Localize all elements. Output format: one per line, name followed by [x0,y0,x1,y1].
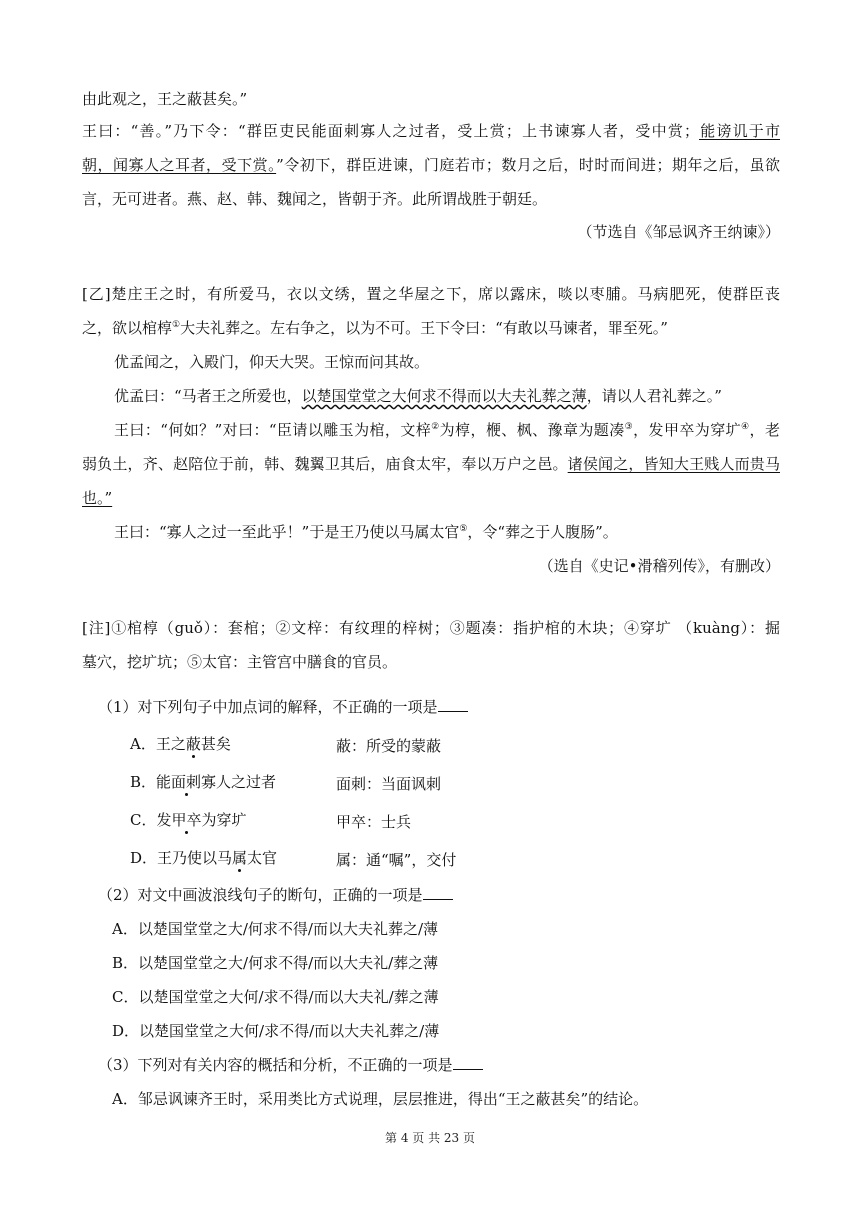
passage-b-line: [乙]楚庄王之时，有所爱马，衣以文绣，置之华屋之下，席以露床，啖以枣脯。马病肥死，使群臣丧 [82,285,780,303]
quote-ending: 由此观之，王之蔽甚矣。” [82,90,248,108]
passage-b-line: 优孟闻之，入殿门，仰天大哭。王惊而问其故。 [114,353,430,371]
text-span: 之，欲以棺椁 [82,319,173,337]
q1-option-b [130,771,276,793]
text-span: 为椁，楩、枫、豫章为题凑 [439,421,625,439]
text-span: 王曰：“寡人之过一至此乎！”于是王乃使以马属太官 [114,523,460,541]
q1-option-c-explanation: 甲卒：士兵 [336,813,412,831]
footnote-marker: ② [431,422,440,432]
text-span: 大夫礼葬之。左右争之，以为不可。王下令曰：“有敢以马谏者，罪至死。” [180,319,668,337]
page-footer: 第 4 页 共 23 页 [385,1131,475,1145]
text-span: 王曰：“善。”乃下令：“群臣吏民能面刺寡人之过者，受上赏；上书谏寡人者，受中赏； [82,122,700,140]
q1-option-a [130,733,231,755]
underlined-sentence: 也。” [82,489,113,507]
q1-option-d-explanation: 属：通“嘱”，交付 [336,851,457,869]
q1-option-b-explanation: 面刺：当面讽刺 [336,775,442,793]
passage-a-line [82,120,780,142]
footnote-marker: ① [172,320,181,330]
dotted-word: 蔽 [185,735,201,753]
footnote-marker: ④ [741,422,750,432]
text-span: ，发甲卒为穿圹 [633,421,742,439]
passage-b-line [82,487,112,509]
q2-option-a: A．以楚国堂堂之大/何求不得/而以大夫礼葬之/薄 [112,920,438,938]
dotted-word: 甲卒 [171,811,202,829]
text-span: D．王乃使以马 [130,849,233,867]
underlined-sentence: 诸侯闻之，皆知大王贱人而贵马 [567,455,780,473]
footnote-marker: ⑤ [459,524,468,534]
text-span: A．王之 [130,735,186,753]
q1-option-a-explanation: 蔽：所受的蒙蔽 [336,737,442,755]
passage-b-line [114,521,618,543]
q3-option-a: A．邹忌讽谏齐王时，采用类比方式说理，层层推进，得出“王之蔽甚矣”的结论。 [112,1090,649,1108]
passage-b-line [114,385,722,407]
dotted-word: 面刺 [171,773,202,791]
answer-blank[interactable] [438,696,468,712]
dotted-word: 属 [232,849,248,867]
passage-a-line [82,154,780,176]
passage-a-line: 言，无可进者。燕、赵、韩、魏闻之，皆朝于齐。此所谓战胜于朝廷。 [82,190,548,208]
q1-option-d [130,847,277,869]
source-citation: （节选自《邹忌讽齐王纳谏》） [577,223,780,241]
q2-option-d: D．以楚国堂堂之大何/求不得/而以大夫礼葬之/薄 [112,1022,440,1040]
question-3-stem [98,1054,483,1076]
text-span: 为穿圹 [201,811,247,829]
annotation-line: [注]①棺椁（guǒ）：套棺；②文梓：有纹理的梓树；③题凑：指护棺的木块；④穿圹 （kuàng）：掘 [82,619,780,637]
answer-blank[interactable] [453,1054,483,1070]
question-2-stem [98,884,453,906]
text-span: C．发 [130,811,172,829]
text-span: 弱负土，齐、赵陪位于前，韩、魏翼卫其后，庙食太牢，奉以万户之邑。 [82,455,568,473]
text-span: （2）对文中画波浪线句子的断句，正确的一项是 [98,886,423,904]
footnote-marker: ③ [624,422,634,432]
underlined-sentence: 能谤讥于市 [699,122,780,140]
text-span: ，老 [749,421,780,439]
text-span: ”令初下，群臣进谏，门庭若市；数月之后，时时而间进；期年之后，虽欲 [276,156,780,174]
text-span: （3）下列对有关内容的概括和分析，不正确的一项是 [98,1056,453,1074]
wavy-underlined-sentence: 以楚国堂堂之大何求不得而以大夫礼葬之薄 [301,387,587,405]
text-span: （1）对下列句子中加点词的解释，不正确的一项是 [98,698,438,716]
passage-b-line [82,317,668,339]
text-span: 王曰：“何如？”对曰：“臣请以雕玉为棺，文梓 [114,421,432,439]
text-span: 寡人之过者 [201,773,277,791]
text-span: ，令“葬之于人腹肠”。 [467,523,618,541]
text-span: 优孟曰：“马者王之所爱也， [114,387,302,405]
text-span: 太官 [247,849,278,867]
annotation-line: 墓穴，挖圹坑；⑤太官：主管宫中膳食的官员。 [82,653,398,671]
q1-option-c [130,809,247,831]
q2-option-b: B．以楚国堂堂之大/何求不得/而以大夫礼/葬之薄 [112,954,439,972]
answer-blank[interactable] [423,884,453,900]
text-span: B．能 [130,773,172,791]
passage-b-line [82,453,780,475]
q2-option-c: C．以楚国堂堂之大何/求不得/而以大夫礼/葬之薄 [112,988,439,1006]
underlined-sentence: 朝，闻寡人之耳者，受下赏。 [82,156,277,174]
question-1-stem [98,696,468,718]
text-span: 甚矣 [200,735,231,753]
text-span: ，请以人君礼葬之。” [586,387,722,405]
source-citation: （选自《史记•滑稽列传》，有删改） [538,557,780,575]
passage-b-line [114,419,780,441]
